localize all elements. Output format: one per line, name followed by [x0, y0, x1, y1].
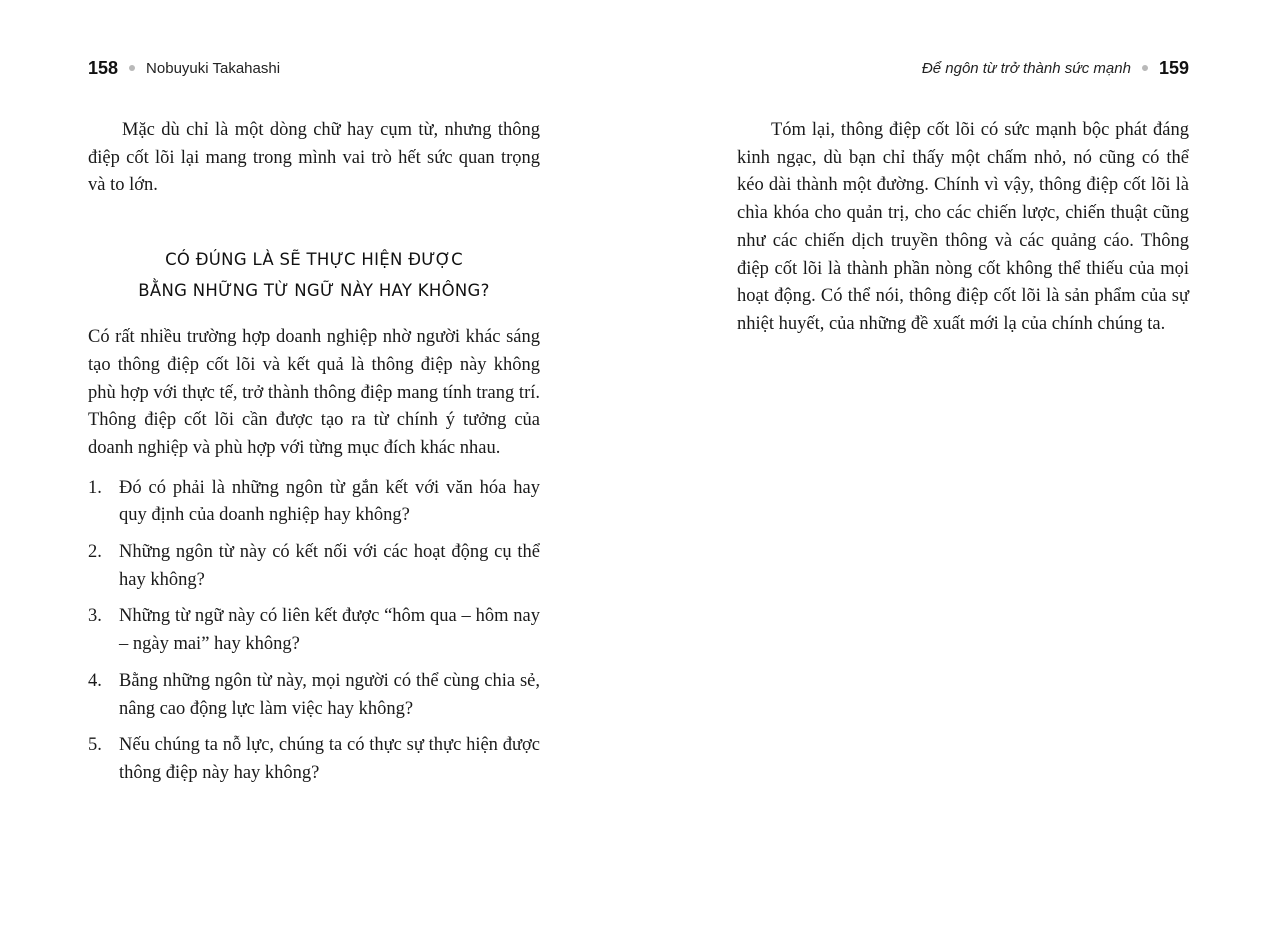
left-running-head: [88, 55, 540, 81]
list-item-number: 1.: [88, 477, 102, 498]
heading-line-1: CÓ ĐÚNG LÀ SẼ THỰC HIỆN ĐƯỢC: [165, 250, 463, 270]
right-running-head: [737, 55, 1189, 81]
list-item-text: Những ngôn từ này có kết nối với các hoạt động cụ thể hay không?: [119, 542, 540, 590]
intro-paragraph: Mặc dù chỉ là một dòng chữ hay cụm từ, nhưng thông điệp cốt lõi lại mang trong mình vai trò hết sức quan trọng và to lớn.: [88, 120, 540, 196]
list-item-text: Nếu chúng ta nỗ lực, chúng ta có thực sự thực hiện được thông điệp này hay không?: [119, 735, 540, 783]
question-list: [88, 475, 540, 788]
list-item-text: Bằng những ngôn từ này, mọi người có thể cùng chia sẻ, nâng cao động lực làm việc hay không?: [119, 670, 540, 719]
separator-dot-icon: [1142, 65, 1148, 71]
list-item-text: Đó có phải là những ngôn từ gắn kết với văn hóa hay quy định của doanh nghiệp hay không?: [119, 477, 540, 526]
list-item: [88, 603, 540, 658]
list-item: [88, 475, 540, 530]
summary-paragraph: Tóm lại, thông điệp cốt lõi có sức mạnh bộc phát đáng kinh ngạc, dù bạn chỉ thấy một chấm nhỏ, nó cũng có thể kéo dài thành một đường. Chính vì vậy, thông điệp cốt lõi là chìa khóa cho quản trị, cho các chiến lược, chiến thuật cũng như các chiến dịch truyền thông và các quảng cáo. Thông điệp cốt lõi là thành phần nòng cốt không thể thiếu của mọi hoạt động. Có thể nói, thông điệp cốt lõi là sản phẩm của sự nhiệt huyết, của những đề xuất mới lạ của chính chúng ta.: [737, 120, 1189, 334]
list-item-number: 4.: [88, 670, 102, 691]
list-item: [88, 668, 540, 723]
section-heading: [88, 244, 540, 306]
list-item: [88, 539, 540, 594]
page-number: 159: [1158, 57, 1189, 78]
list-item-text: Những từ ngữ này có liên kết được “hôm qua – hôm nay – ngày mai” hay không?: [119, 606, 540, 655]
body-paragraph: Có rất nhiều trường hợp doanh nghiệp nhờ người khác sáng tạo thông điệp cốt lõi và kết quả là thông điệp này không phù hợp với thực tế, trở thành thông điệp mang tính trang trí. Thông điệp cốt lõi cần được tạo ra từ chính ý tưởng của doanh nghiệp và phù hợp với từng mục đích khác nhau.: [88, 327, 540, 458]
heading-line-2: BẰNG NHỮNG TỪ NGỮ NÀY HAY KHÔNG?: [138, 281, 490, 301]
list-item-number: 5.: [88, 735, 102, 756]
right-page-body: [737, 117, 1189, 339]
separator-dot-icon: [129, 65, 135, 71]
list-item-number: 2.: [88, 542, 102, 563]
list-item-number: 3.: [88, 606, 102, 627]
chapter-title: Để ngôn từ trở thành sức mạnh: [921, 59, 1131, 77]
left-page-body: [88, 117, 540, 797]
page-number: 158: [88, 57, 119, 78]
author-name: Nobuyuki Takahashi: [146, 59, 281, 77]
list-item: [88, 732, 540, 787]
